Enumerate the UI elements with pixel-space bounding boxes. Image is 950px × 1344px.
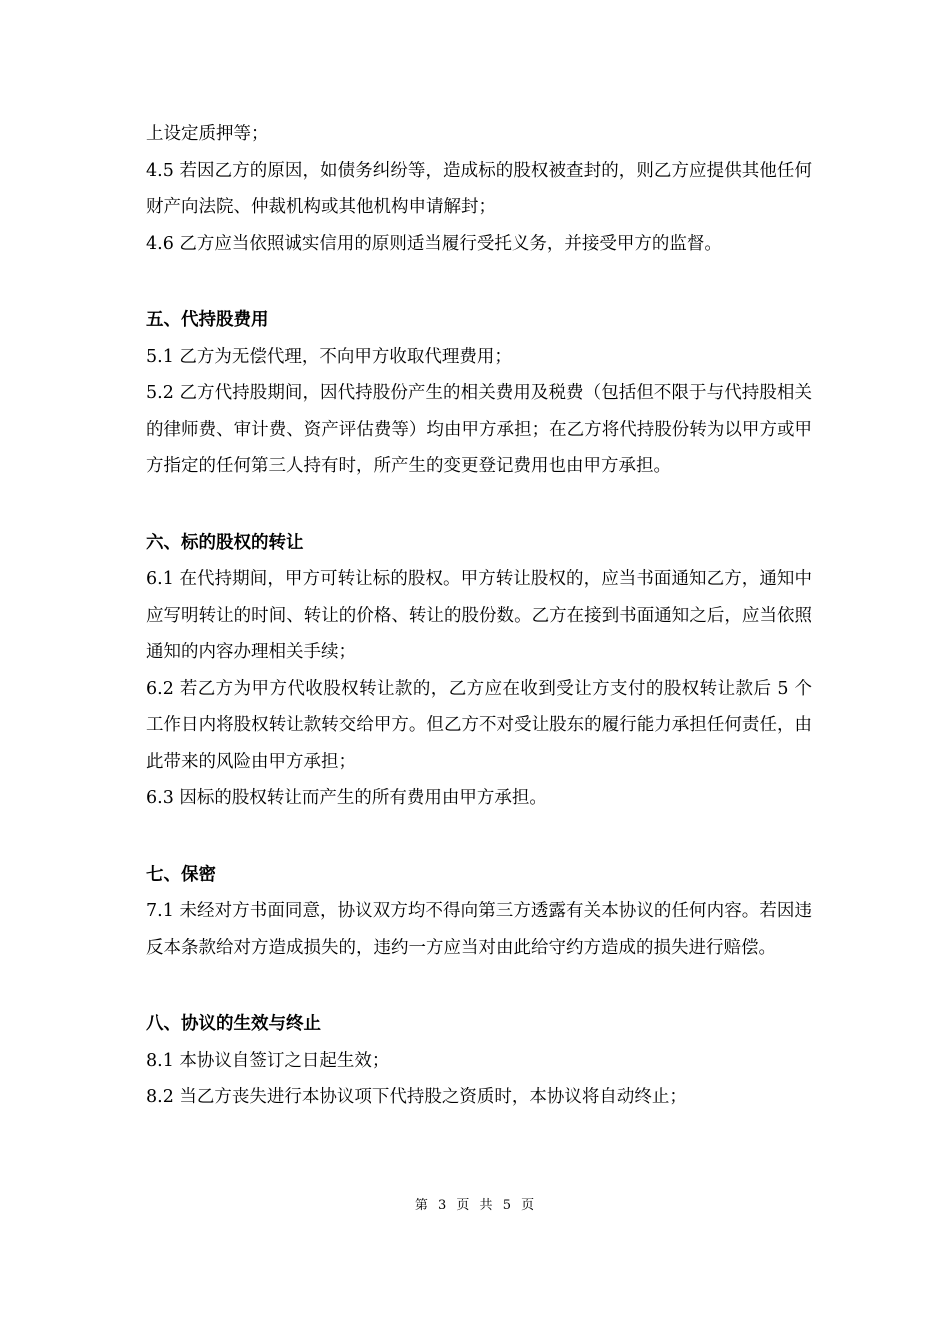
section-spacer [146, 817, 812, 857]
section-spacer [146, 485, 812, 525]
clause-paragraph: 6.1 在代持期间，甲方可转让标的股权。甲方转让股权的，应当书面通知乙方，通知中应写明转让的时间、转让的价格、转让的股份数。乙方在接到书面通知之后，应当依照通知的内容办理相关手续； [146, 569, 812, 662]
section-heading: 六、标的股权的转让 [146, 532, 304, 553]
page-footer: 第 3 页 共 5 页 [414, 1198, 536, 1213]
clause-paragraph: 6.2 若乙方为甲方代收股权转让款的，乙方应在收到受让方支付的股权转让款后 5 个工作日内将股权转让款转交给甲方。但乙方不对受让股东的履行能力承担任何责任，由此带来的风险由甲方承担； [146, 678, 812, 772]
clause-paragraph: 8.1 本协议自签订之日起生效； [146, 1050, 390, 1071]
clause-paragraph: 7.1 未经对方书面同意，协议双方均不得向第三方透露有关本协议的任何内容。若因违反本条款给对方造成损失的，违约一方应当对由此给守约方造成的损失进行赔偿。 [146, 901, 812, 958]
clause-paragraph: 上设定质押等； [146, 124, 269, 144]
document-body [146, 116, 812, 1116]
section-heading: 七、保密 [146, 864, 216, 885]
clause-paragraph: 4.6 乙方应当依照诚实信用的原则适当履行受托义务，并接受甲方的监督。 [146, 233, 722, 254]
section-heading: 五、代持股费用 [146, 310, 269, 330]
clause-paragraph: 8.2 当乙方丧失进行本协议项下代持股之资质时，本协议将自动终止； [146, 1087, 687, 1107]
clause-paragraph: 5.1 乙方为无偿代理，不向甲方收取代理费用； [146, 346, 512, 367]
section-spacer [146, 262, 812, 302]
clause-paragraph: 5.2 乙方代持股期间，因代持股份产生的相关费用及税费（包括但不限于与代持股相关的律师费、审计费、资产评估费等）均由甲方承担；在乙方将代持股份转为以甲方或甲方指定的任何第三人持有时，所产生的变更登记费用也由甲方承担。 [146, 383, 812, 476]
section-heading: 八、协议的生效与终止 [146, 1014, 321, 1034]
clause-paragraph: 4.5 若因乙方的原因，如债务纠纷等，造成标的股权被查封的，则乙方应提供其他任何财产向法院、仲裁机构或其他机构申请解封； [146, 160, 812, 217]
clause-paragraph: 6.3 因标的股权转让而产生的所有费用由甲方承担。 [146, 788, 547, 808]
section-spacer [146, 966, 812, 1006]
